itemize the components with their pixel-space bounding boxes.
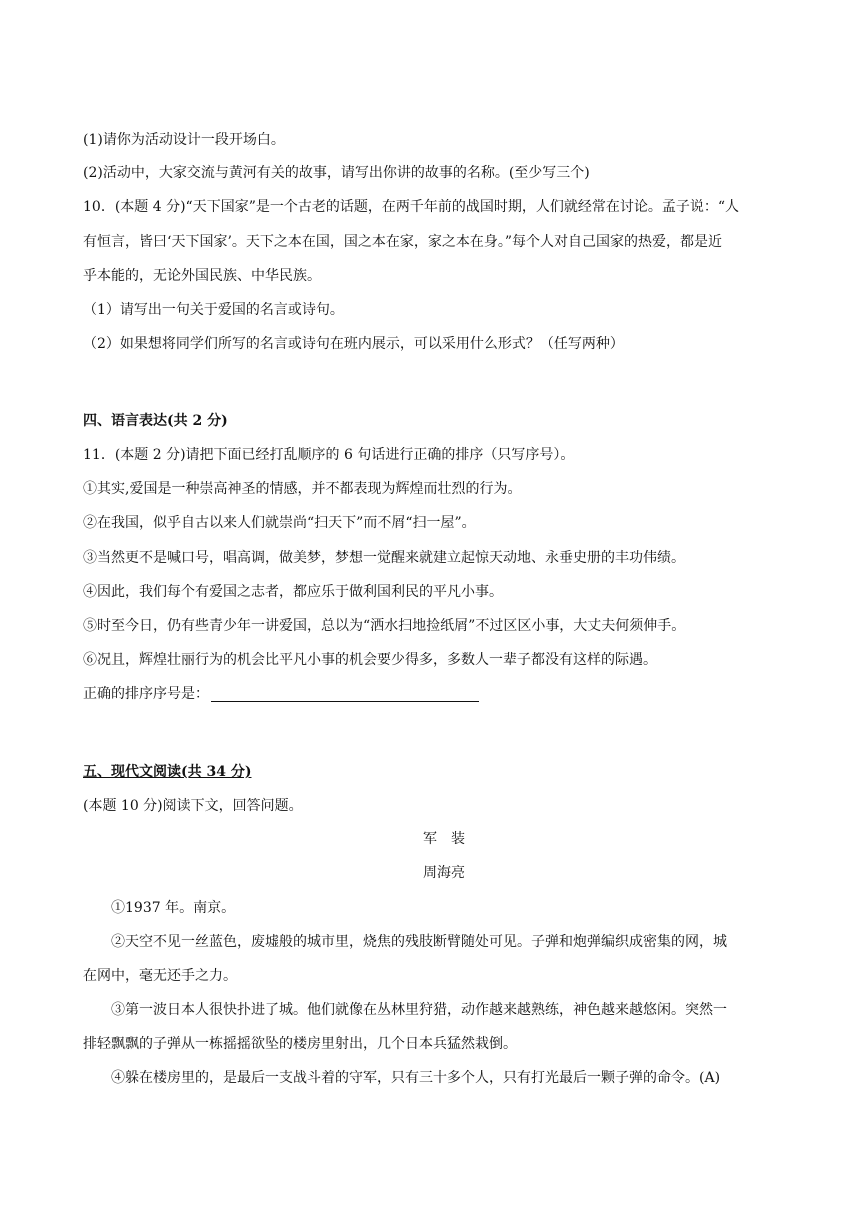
paragraph-3-line2: 排轻飘飘的子弹从一栋摇摇欲坠的楼房里射出，几个日本兵猛然栽倒。 [83, 1036, 517, 1052]
q11-item-1: ①其实,爱国是一种崇高神圣的情感，并不都表现为辉煌而壮烈的行为。 [83, 481, 522, 497]
q10-sub1: （1）请写出一句关于爱国的名言或诗句。 [83, 302, 344, 318]
paragraph-2-line2: 在网中，毫无还手之力。 [83, 968, 237, 984]
q10-sub2: （2）如果想将同学们所写的名言或诗句在班内展示，可以采用什么形式？（任写两种） [83, 336, 624, 352]
q11-item-6: ⑥况且，辉煌壮丽行为的机会比平凡小事的机会要少得多，多数人一辈子都没有这样的际遇。 [83, 652, 657, 668]
q11-answer-line [83, 684, 479, 704]
q11-item-3: ③当然更不是喊口号，唱高调，做美梦，梦想一觉醒来就建立起惊天动地、永垂史册的丰功伟绩。 [83, 550, 685, 566]
paragraph-4: ④躲在楼房里的，是最后一支战斗着的守军，只有三十多个人，只有打光最后一颗子弹的命令。(A) [111, 1070, 721, 1086]
q11-question: 11．(本题 2 分)请把下面已经打乱顺序的 6 句话进行正确的排序（只写序号）。 [83, 447, 575, 463]
section5-intro: (本题 10 分)阅读下文，回答问题。 [83, 798, 303, 814]
paragraph-3-line1: ③第一波日本人很快扑进了城。他们就像在丛林里狩猎，动作越来越熟练，神色越来越悠闲。突然一 [111, 1002, 727, 1018]
paragraph-2-line1: ②天空不见一丝蓝色，废墟般的城市里，烧焦的残肢断臂随处可见。子弹和炮弹编织成密集的网，城 [111, 934, 727, 950]
q9-sub1: (1)请你为活动设计一段开场白。 [83, 132, 285, 148]
q11-item-2: ②在我国，似乎自古以来人们就崇尚“扫天下”而不屑“扫一屋”。 [83, 515, 476, 531]
article-author: 周海亮 [423, 865, 465, 881]
article-title: 军 装 [423, 831, 465, 847]
section5-title: 五、现代文阅读(共 34 分) [83, 764, 252, 780]
q10-line1: 10．(本题 4 分)“天下国家”是一个古老的话题，在两千年前的战国时期，人们就经常在讨论。孟子说：“人 [83, 199, 740, 215]
q11-item-5: ⑤时至今日，仍有些青少年一讲爱国，总以为“洒水扫地捡纸屑”不过区区小事，大丈夫何须伸手。 [83, 618, 686, 634]
section4-title: 四、语言表达(共 2 分) [83, 413, 228, 429]
q11-item-4: ④因此，我们每个有爱国之志者，都应乐于做利国利民的平凡小事。 [83, 584, 503, 600]
q10-line3: 乎本能的，无论外国民族、中华民族。 [83, 268, 321, 284]
paragraph-1: ①1937 年。南京。 [111, 900, 236, 916]
answer-label: 正确的排序序号是： [83, 686, 209, 702]
answer-blank[interactable] [211, 687, 479, 702]
q9-sub2: (2)活动中，大家交流与黄河有关的故事，请写出你讲的故事的名称。(至少写三个) [83, 165, 590, 181]
q10-line2: 有恒言，皆曰‘天下国家’。天下之本在国，国之本在家，家之本在身。”每个人对自己国家的热爱，都是近 [83, 234, 723, 250]
